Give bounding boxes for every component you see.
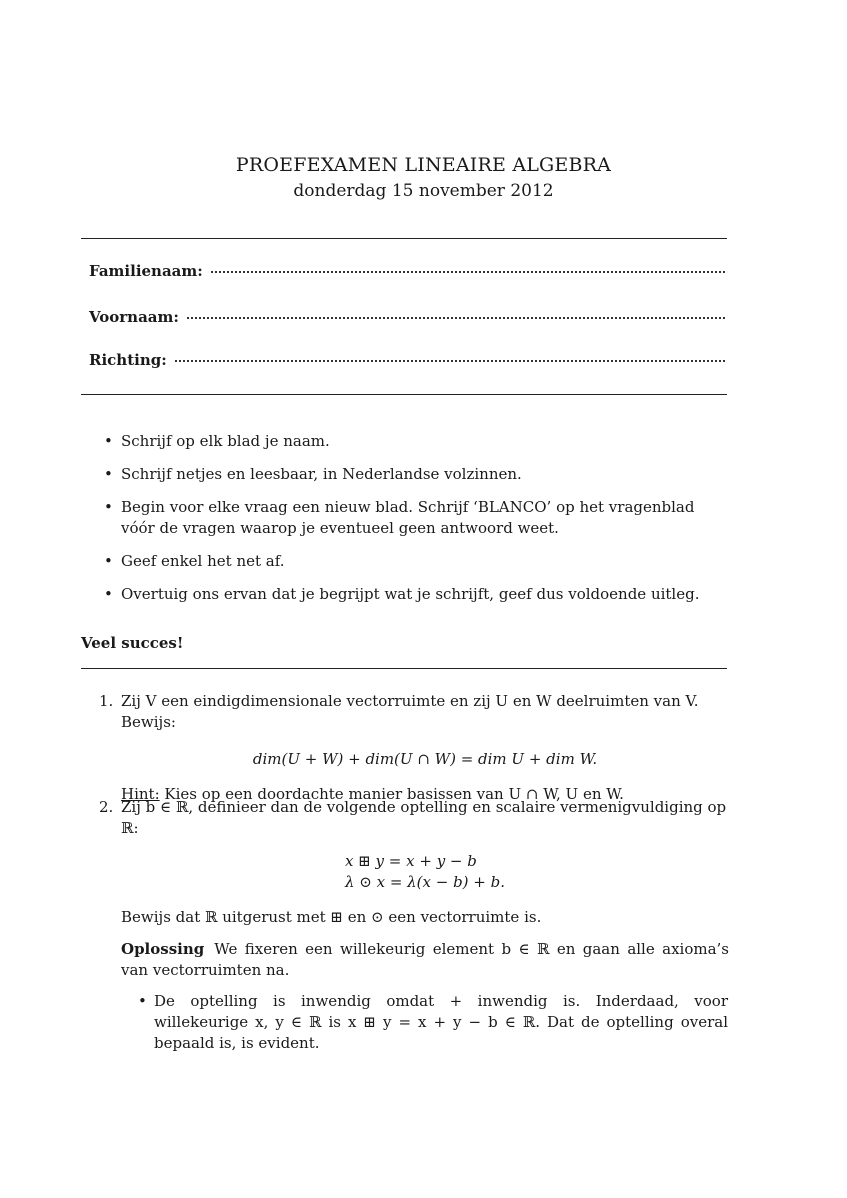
family-name-field[interactable] <box>89 262 725 280</box>
study-label: Richting: <box>89 351 167 369</box>
exam-date: donderdag 15 november 2012 <box>293 181 554 201</box>
solution-intro: We fixeren een willekeurig element b ∈ ℝ en gaan alle axioma’s van vectorruimten na. <box>121 940 729 979</box>
question-text: Zij b ∈ ℝ, definieer dan de volgende optelling en scalaire vermenigvuldiging op ℝ: <box>121 798 727 837</box>
hint-label: Hint: <box>121 785 160 803</box>
question-1 <box>99 691 729 805</box>
list-item: • Schrijf op elk blad je naam. <box>104 431 730 452</box>
list-item: • Begin voor elke vraag een nieuw blad. Schrijf ‘BLANCO’ op het vragenblad vóór de vragen waarop je eventueel geen antwoord weet. <box>104 497 730 539</box>
list-item: • De optelling is inwendig omdat + inwendig is. Inderdaad, voor willekeurige x, y ∈ ℝ is x ⊞ y = x + y − b ∈ ℝ. Dat de optelling overal bepaald is, is evident. <box>138 991 728 1054</box>
study-dotted-line[interactable] <box>175 360 725 362</box>
list-item: • Geef enkel het net af. <box>104 551 730 572</box>
question-number: 1. <box>99 692 114 710</box>
question-conclusion: Bewijs dat ℝ uitgerust met ⊞ en ⊙ een vectorruimte is. <box>121 908 542 926</box>
question-2 <box>99 797 729 928</box>
divider <box>81 668 727 669</box>
family-name-label: Familienaam: <box>89 262 203 280</box>
solution-list <box>138 991 728 1054</box>
instruction-list <box>104 431 730 617</box>
divider <box>81 394 727 395</box>
addition-formula: x ⊞ y = x + y − b <box>344 852 477 870</box>
good-luck-heading: Veel succes! <box>81 634 184 652</box>
family-name-dotted-line[interactable] <box>211 271 725 273</box>
solution-block <box>121 939 729 981</box>
list-item: • Schrijf netjes en leesbaar, in Nederlandse volzinnen. <box>104 464 730 485</box>
first-name-dotted-line[interactable] <box>187 317 725 319</box>
question-text: Zij V een eindigdimensionale vectorruimte en zij U en W deelruimten van V. Bewijs: <box>121 692 699 731</box>
exam-title: PROEFEXAMEN LINEAIRE ALGEBRA <box>235 154 612 176</box>
solution-label: Oplossing <box>121 940 205 958</box>
first-name-label: Voornaam: <box>89 308 179 326</box>
study-field[interactable] <box>89 351 725 369</box>
hint-text: Kies op een doordachte manier basissen van U ∩ W, U en W. <box>164 785 624 803</box>
question-formula: dim(U + W) + dim(U ∩ W) = dim U + dim W. <box>252 750 598 768</box>
list-item: • Overtuig ons ervan dat je begrijpt wat je schrijft, geef dus voldoende uitleg. <box>104 584 730 605</box>
question-number: 2. <box>99 798 114 816</box>
scalar-formula: λ ⊙ x = λ(x − b) + b. <box>344 873 506 891</box>
divider <box>81 238 727 239</box>
header <box>0 152 847 204</box>
first-name-field[interactable] <box>89 308 725 326</box>
question-formulas <box>121 851 729 893</box>
